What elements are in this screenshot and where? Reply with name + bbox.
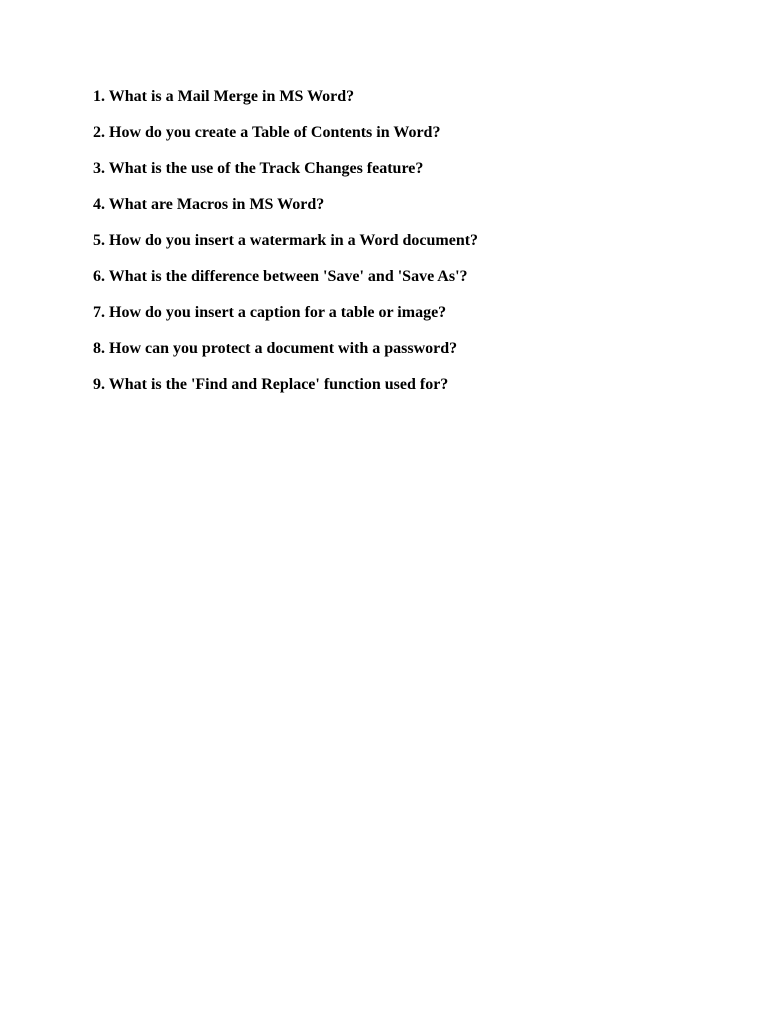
question-item: 7. How do you insert a caption for a table or image? [93,304,447,321]
question-item: 8. How can you protect a document with a password? [93,340,458,357]
question-item: 3. What is the use of the Track Changes feature? [93,160,424,177]
question-item: 1. What is a Mail Merge in MS Word? [93,88,355,105]
question-item: 9. What is the 'Find and Replace' function used for? [93,376,449,393]
question-item: 6. What is the difference between 'Save' and 'Save As'? [93,268,468,285]
question-list [93,86,478,410]
question-item: 2. How do you create a Table of Contents in Word? [93,124,441,141]
question-item: 5. How do you insert a watermark in a Word document? [93,232,479,249]
question-item: 4. What are Macros in MS Word? [93,196,325,213]
